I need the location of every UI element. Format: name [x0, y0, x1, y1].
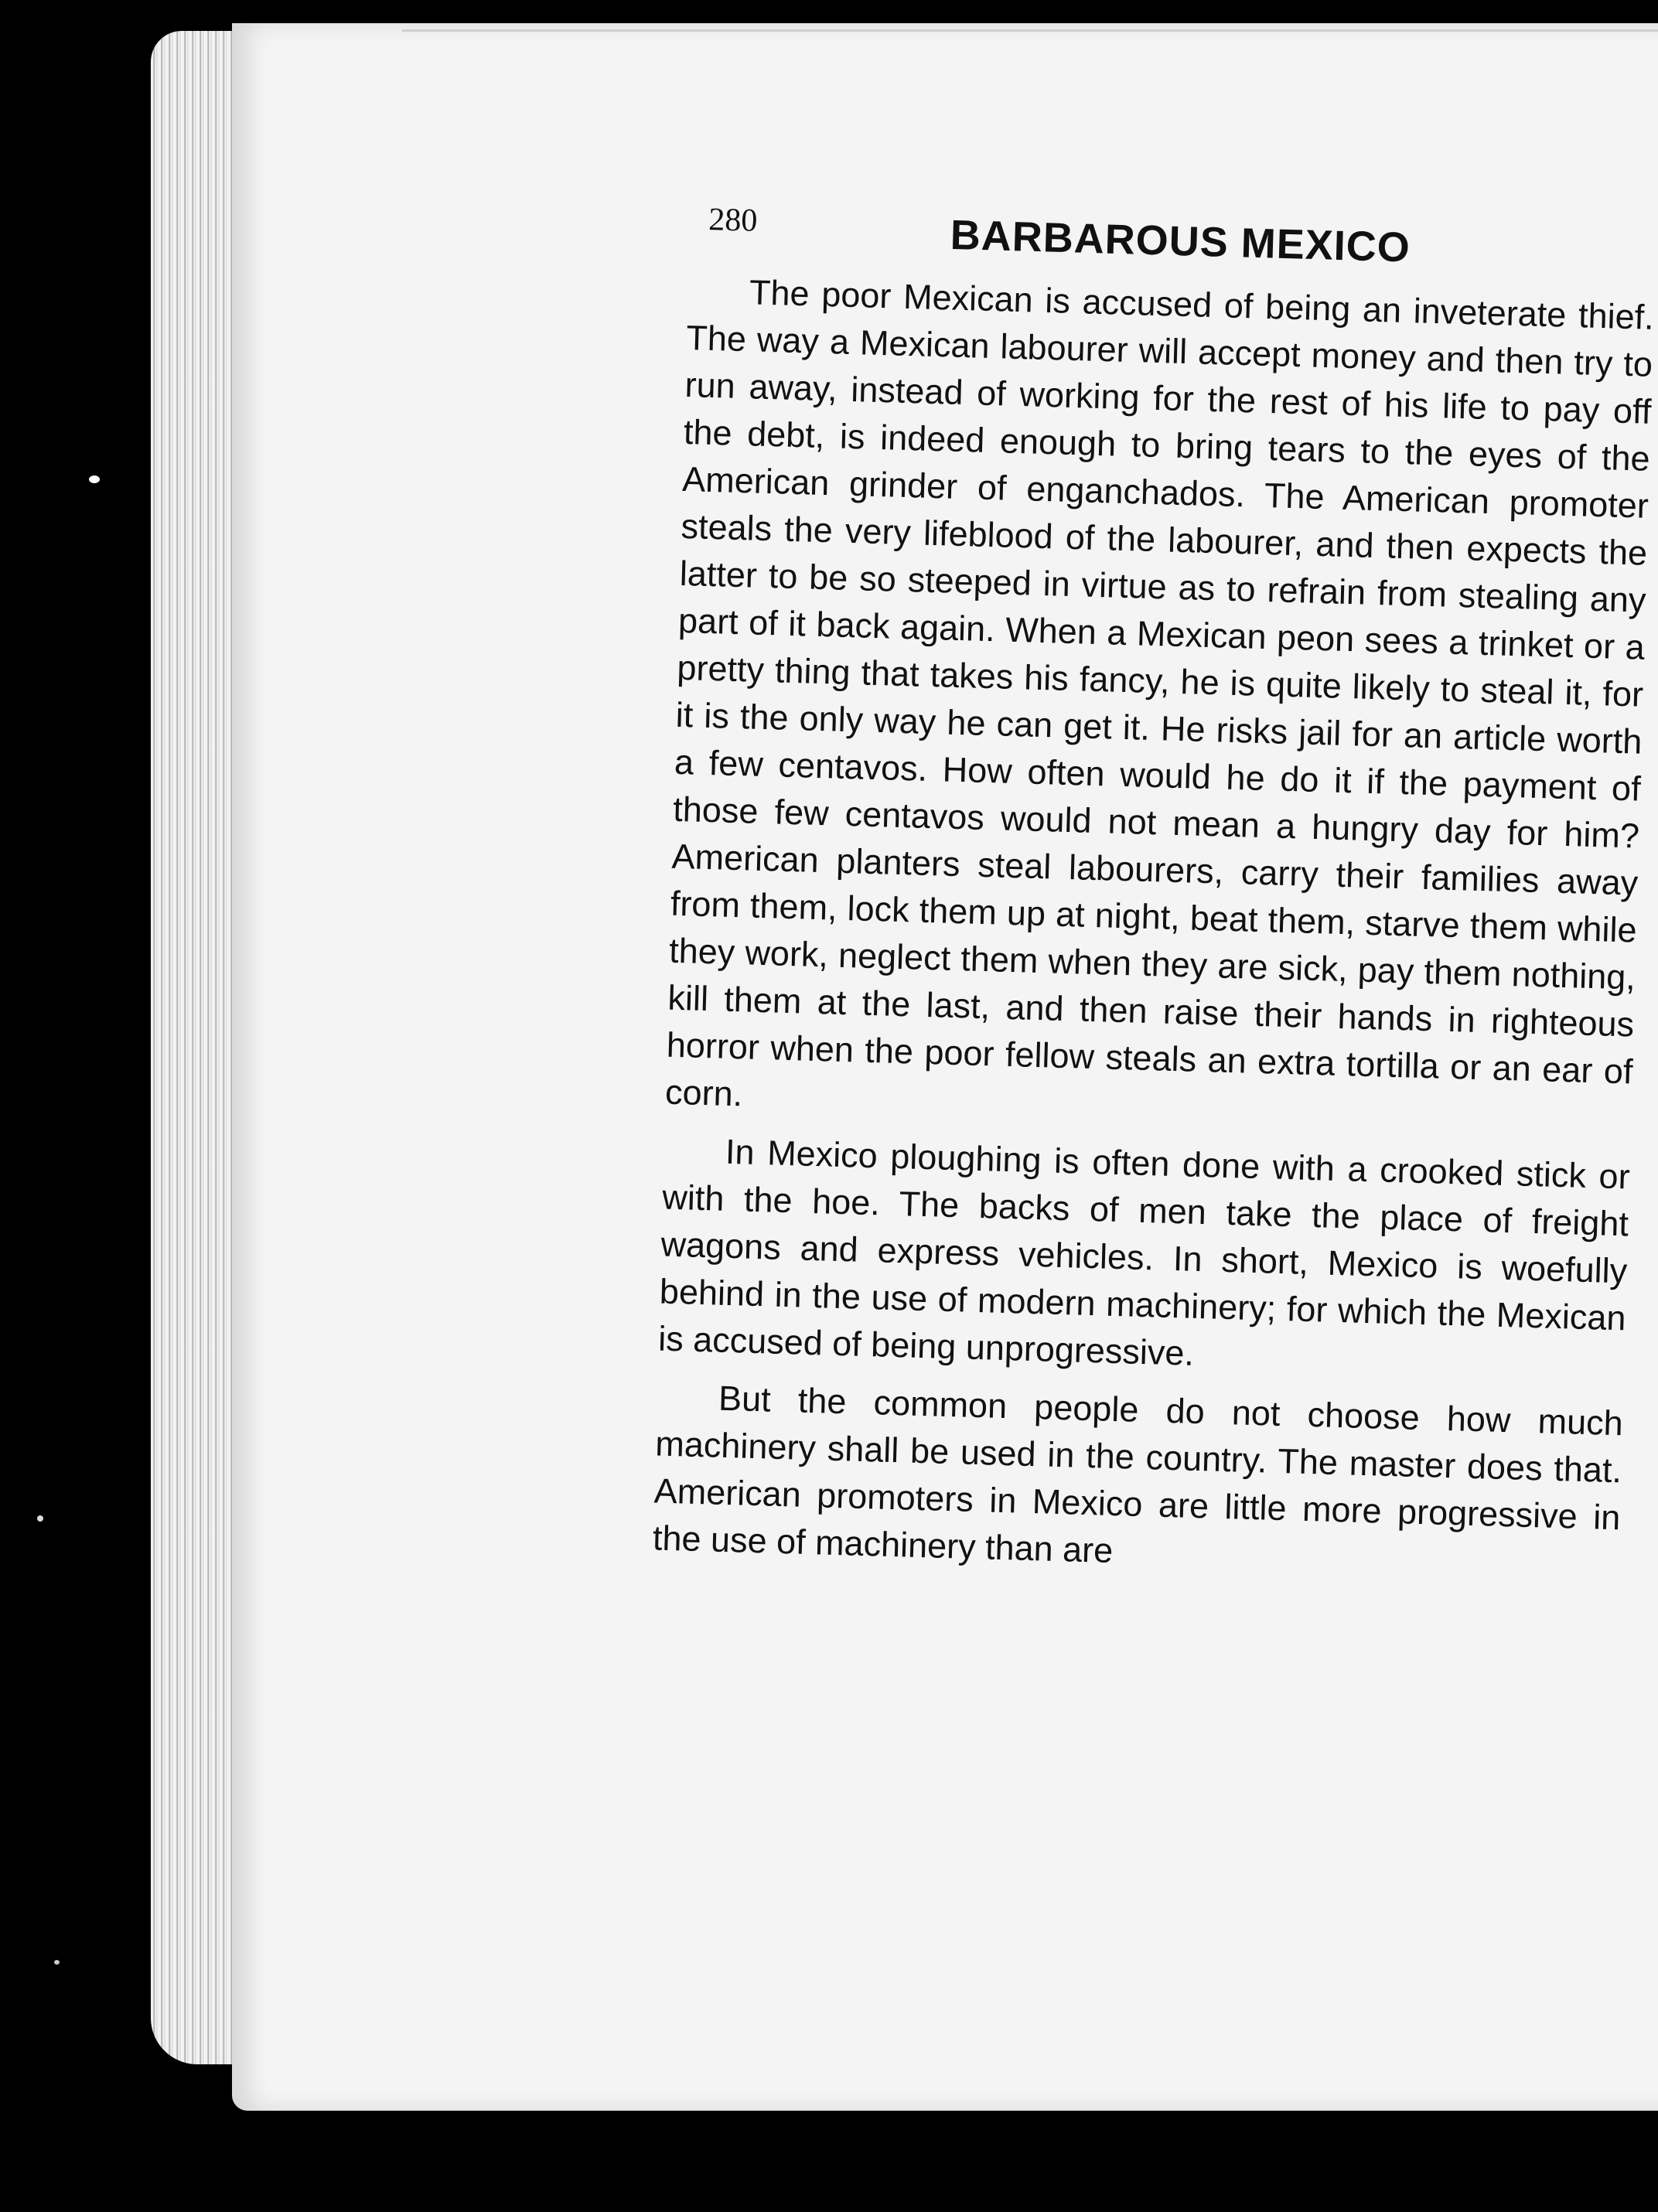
body-text [652, 267, 1655, 1599]
dust-speck [54, 1960, 60, 1965]
paragraph: In Mexico ploughing is often done with a crooked stick or with the hoe. The backs of men take the place of freight wagons and express vehicles. In short, Mexico is woefully behind in the use of modern machinery; for which the Mexican is accused of being unprogressive. [657, 1131, 1631, 1373]
book-title: BARBAROUS MEXICO [950, 211, 1411, 271]
dust-speck [37, 1515, 43, 1522]
paragraph: The poor Mexican is accused of being an inveterate thief. The way a Mexican labourer will accept money and then try to run away, instead of working for the rest of his life to pay off the debt, is indeed enough to bring tears to the eyes of the American grinder of enganchados. The American promoter steals the very lifeblood of the labourer, and then expects the latter to be so steeped in virtue as to refrain from stealing any part of it back again. When a Mexican peon sees a trinket or a pretty thing that takes his fancy, he is quite likely to steal it, for it is the only way he can get it. He risks jail for an article worth a few centavos. How often would he do it if the payment of those few centavos would not mean a hungry day for him? American planters steal labourers, carry their families away from them, lock them up at night, beat them, starve them while they work, neglect them when they are sick, pay them nothing, kill them at the last, and then raise their hands in righteous horror when the poor fellow steals an extra tortilla or an ear of corn. [664, 272, 1655, 1114]
dust-speck [89, 475, 100, 483]
page-top-edge [402, 29, 1658, 32]
page-number: 280 [708, 202, 758, 239]
paragraph: But the common people do not choose how much machinery shall be used in the country. The master does that. American promoters in Mexico are little more progressive in the use of machinery than are [652, 1378, 1624, 1570]
